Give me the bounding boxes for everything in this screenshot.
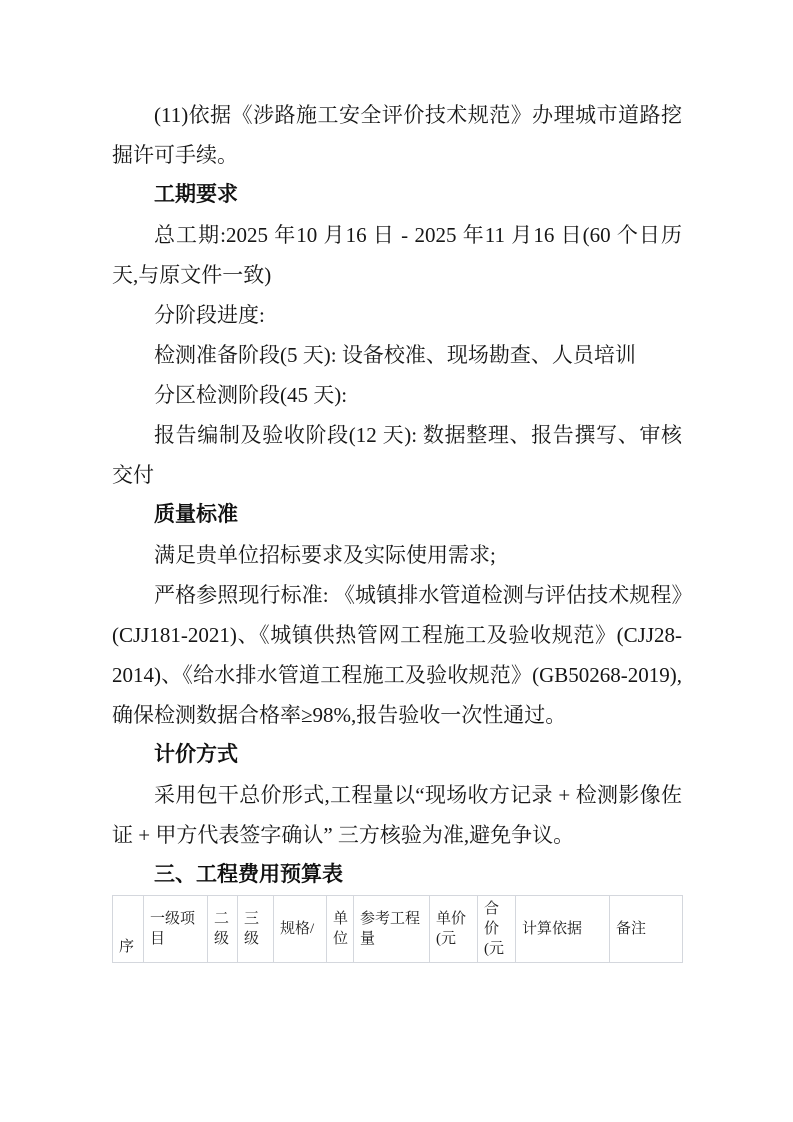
- table-header-cell: 二级: [208, 896, 238, 963]
- paragraph-lump-sum-pricing: 采用包干总价形式,工程量以“现场收方记录 + 检测影像佐证 + 甲方代表签字确认” 三方核验为准,避免争议。: [112, 783, 682, 847]
- table-header-cell: 单位: [327, 896, 354, 963]
- table-header-cell: 参考工程量: [354, 896, 430, 963]
- paragraph-total-duration: 总工期:2025 年10 月16 日 - 2025 年11 月16 日(60 个日历天,与原文件一致): [112, 223, 682, 287]
- paragraph-preparation-phase: 检测准备阶段(5 天): 设备校准、现场勘查、人员培训: [154, 343, 636, 367]
- paragraph-bid-requirements: 满足贵单位招标要求及实际使用需求;: [154, 543, 496, 567]
- heading-budget-table: 三、工程费用预算表: [154, 863, 343, 886]
- heading-schedule-requirements: 工期要求: [154, 183, 238, 206]
- paragraph-zone-detection-phase: 分区检测阶段(45 天):: [154, 383, 348, 407]
- table-header-cell: 序: [113, 896, 144, 963]
- document-content: [112, 95, 682, 963]
- heading-quality-standards: 质量标准: [154, 503, 238, 526]
- paragraph-standards-compliance: 严格参照现行标准: 《城镇排水管道检测与评估技术规程》(CJJ181-2021)、《城镇供热管网工程施工及验收规范》(CJJ28-2014)、《给水排水管道工程施工及验收规范》(GB50268-2019),确保检测数据合格率≥98%,报告验收一次性通过。: [112, 583, 682, 727]
- table-header-cell: 一级项目: [144, 896, 208, 963]
- budget-table-header-row: [113, 896, 683, 963]
- table-header-cell: 三级: [238, 896, 274, 963]
- table-header-cell: 单价(元: [430, 896, 478, 963]
- table-header-cell: 规格/: [274, 896, 327, 963]
- heading-pricing-method: 计价方式: [154, 743, 238, 766]
- table-header-cell: 备注: [610, 896, 683, 963]
- table-header-cell: 合价(元: [478, 896, 516, 963]
- paragraph-phase-progress-label: 分阶段进度:: [154, 303, 265, 327]
- paragraph-report-phase: 报告编制及验收阶段(12 天): 数据整理、报告撰写、审核交付: [112, 423, 682, 487]
- budget-table: [112, 895, 683, 963]
- paragraph-road-permit: (11)依据《涉路施工安全评价技术规范》办理城市道路挖掘许可手续。: [112, 103, 682, 167]
- table-header-cell: 计算依据: [516, 896, 610, 963]
